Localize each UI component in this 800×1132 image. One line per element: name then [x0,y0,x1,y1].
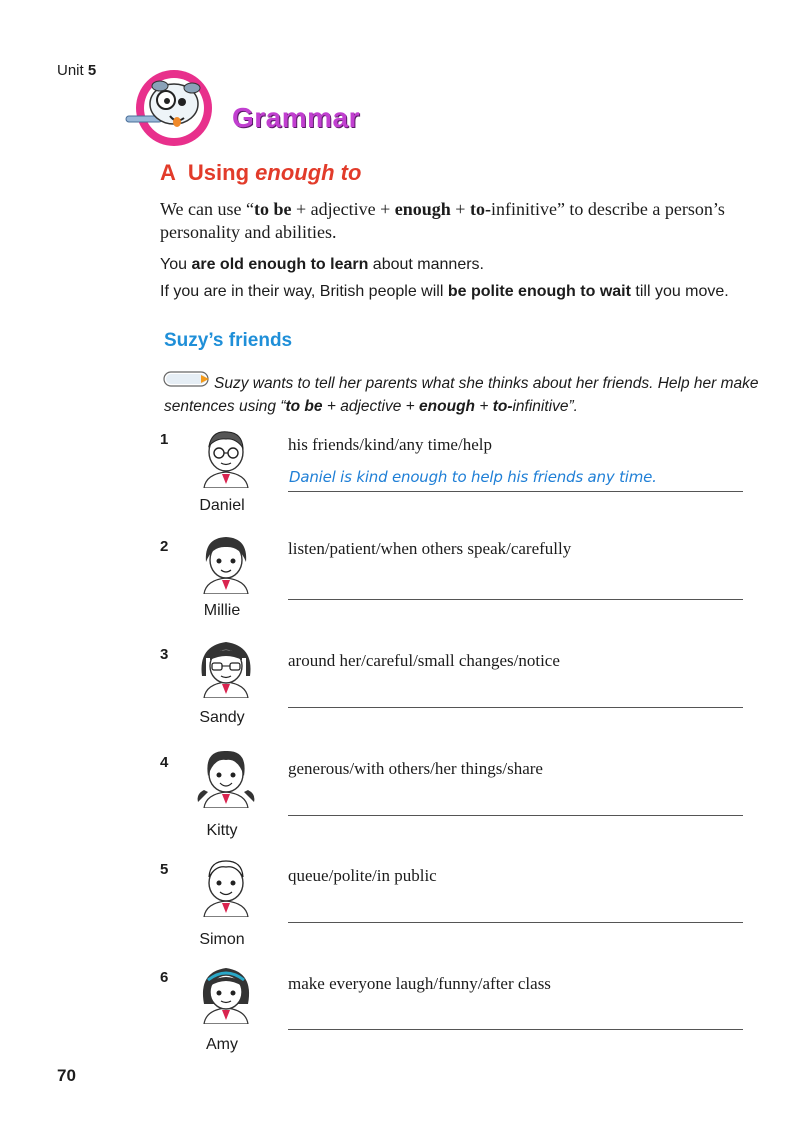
example-sentence: You are old enough to learn about manners. [160,256,484,273]
intro-paragraph: We can use “to be + adjective + enough + to-infinitive” to describe a person’s personality and abilities. [160,199,725,242]
item-number: 2 [160,538,169,555]
answer-line[interactable] [288,922,743,923]
answer-line[interactable] [288,491,743,492]
answer-line[interactable] [288,1029,743,1030]
student-name: Millie [203,602,241,619]
item-number: 1 [160,431,169,448]
magnifier-dog-logo [122,64,242,154]
instruction-text: Suzy wants to tell her parents what she thinks about her friends. Help her make sentences using “to be + adjective + enough + to-infinitive”. [164,375,759,415]
answer-line[interactable] [288,707,743,708]
student-name: Sandy [199,709,245,726]
student-name: Kitty [206,822,238,839]
example-sentence: If you are in their way, British people will be polite enough to wait till you move. [160,283,729,300]
section-letter: A [160,160,176,185]
student-name: Daniel [199,497,245,514]
prompt-words: his friends/kind/any time/help [288,435,492,454]
section-a-heading: A Using enough to [160,160,362,185]
subheading: Suzy’s friends [164,330,293,351]
item-number: 4 [160,754,169,771]
millie-portrait [190,532,262,594]
prompt-words: listen/patient/when others speak/carefully [288,539,572,558]
item-number: 3 [160,646,169,663]
item-number: 6 [160,969,169,986]
sandy-portrait [190,636,262,698]
answer-line[interactable] [288,599,743,600]
simon-portrait [190,855,262,917]
student-name: Amy [206,1036,238,1053]
prompt-words: around her/careful/small changes/notice [288,651,560,670]
prompt-words: queue/polite/in public [288,866,437,885]
item-number: 5 [160,861,169,878]
section-title: Grammar [232,102,361,133]
prompt-words: make everyone laugh/funny/after class [288,974,551,993]
kitty-portrait [190,746,262,808]
daniel-portrait [190,426,262,488]
unit-label: Unit 5 [57,62,97,79]
amy-portrait [190,962,262,1024]
page-number: 70 [57,1066,76,1085]
answer-line[interactable] [288,815,743,816]
student-name: Simon [199,931,245,948]
sample-answer: Daniel is kind enough to help his friends any time. [289,468,657,486]
prompt-words: generous/with others/her things/share [288,759,543,778]
